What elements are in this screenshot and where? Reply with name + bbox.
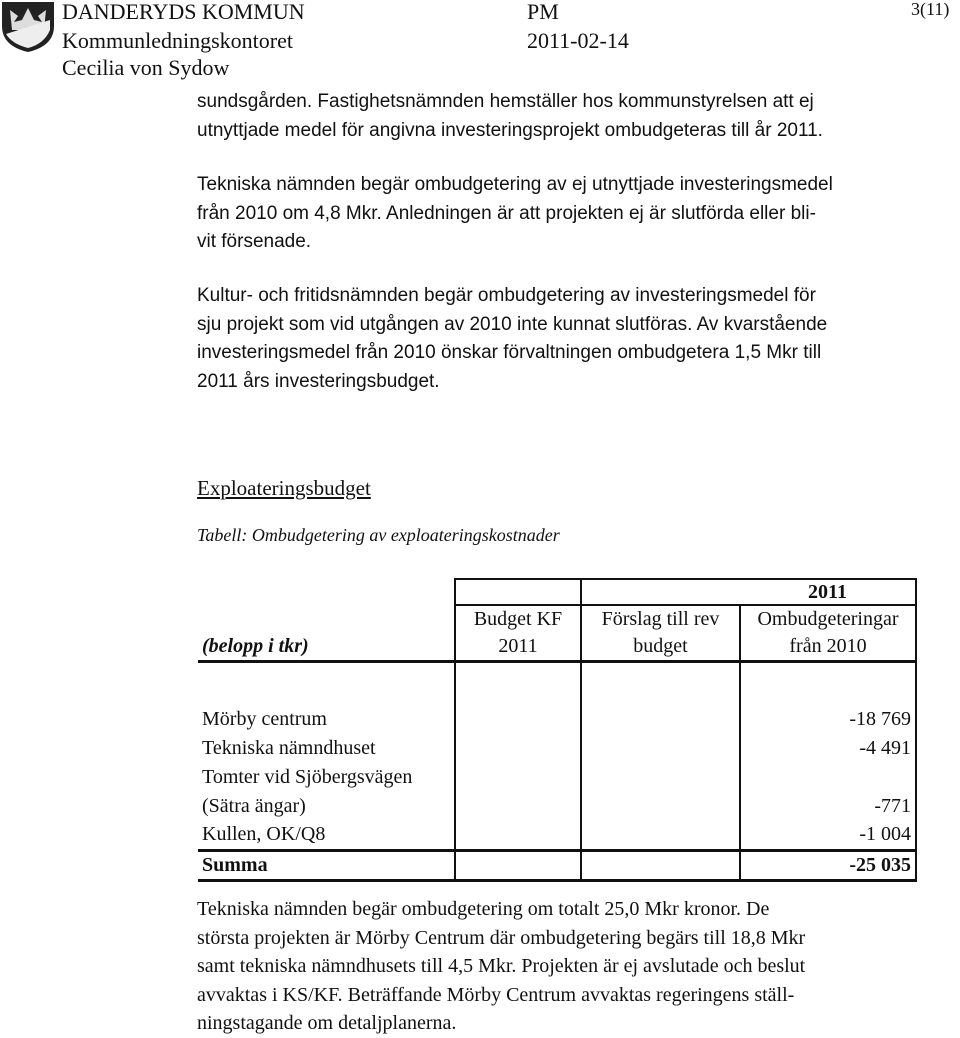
paragraph-line: från 2010 om 4,8 Mkr. Anledningen är att projekten ej är slutförda eller bli- xyxy=(197,202,816,224)
budget-table xyxy=(198,578,917,882)
row-label: Kullen, OK/Q8 xyxy=(202,823,326,846)
org-name: DANDERYDS KOMMUN xyxy=(62,0,305,24)
paragraph-line: sju projekt som vid utgången av 2010 inte kunnat slutföras. Av kvarstående xyxy=(197,313,828,335)
paragraph-line: sundsgården. Fastighetsnämnden hemställer hos kommunstyrelsen att ej xyxy=(197,91,814,112)
paragraph-1 xyxy=(197,88,937,145)
total-label: Summa xyxy=(198,850,455,880)
paragraph-line: Tekniska nämnden begär ombudgetering av ej utnyttjade investeringsmedel xyxy=(197,174,833,195)
paragraph-line: ningstagande om detaljplanerna. xyxy=(197,1012,457,1034)
paragraph-line: Kultur- och fritidsnämnden begär ombudgetering av investeringsmedel för xyxy=(197,285,816,306)
row-value: -4 491 xyxy=(740,734,916,763)
author-name: Cecilia von Sydow xyxy=(62,55,230,80)
page-number: 3(11) xyxy=(911,0,950,19)
year-header: 2011 xyxy=(740,579,916,605)
section-title: Exploateringsbudget xyxy=(197,476,371,500)
doc-date: 2011-02-14 xyxy=(527,28,629,53)
closing-paragraph xyxy=(197,895,937,1038)
table-row xyxy=(198,734,916,763)
proposal-header: Förslag till rev xyxy=(581,605,740,633)
table-row xyxy=(198,705,916,734)
paragraph-line: Tekniska nämnden begär ombudgetering om totalt 25,0 Mkr kronor. De xyxy=(197,898,770,920)
paragraph-line: utnyttjade medel för angivna investeringsprojekt ombudgeteras till år 2011. xyxy=(197,119,823,141)
paragraph-line: största projekten är Mörby Centrum där ombudgetering begärs till 18,8 Mkr xyxy=(197,926,806,949)
row-label: (Sätra ängar) xyxy=(202,795,306,817)
paragraph-line: samt tekniska nämndhusets till 4,5 Mkr. Projekten är ej avslutade och beslut xyxy=(197,955,806,977)
paragraph-3 xyxy=(197,282,937,396)
municipality-logo-icon xyxy=(0,0,58,54)
row-value xyxy=(740,763,916,792)
table-caption: Tabell: Ombudgetering av exploateringskostnader xyxy=(197,525,560,545)
paragraph-line: 2011 års investeringsbudget. xyxy=(197,370,440,392)
budget-kf-year: 2011 xyxy=(455,633,581,661)
doc-type: PM xyxy=(527,0,559,24)
table-row xyxy=(198,763,916,792)
row-label: Mörby centrum xyxy=(202,708,327,730)
row-value: -771 xyxy=(740,792,916,821)
row-value: -18 769 xyxy=(740,705,916,734)
office-name: Kommunledningskontoret xyxy=(62,28,293,53)
total-row xyxy=(198,850,916,880)
row-label: Tekniska nämndhuset xyxy=(202,737,376,759)
row-label: Tomter vid Sjöbergsvägen xyxy=(202,766,413,788)
unit-label: (belopp i tkr) xyxy=(202,634,309,657)
paragraph-line: avvaktas i KS/KF. Beträffande Mörby Centrum avvaktas regeringens ställ- xyxy=(197,983,795,1006)
row-value: -1 004 xyxy=(740,821,916,850)
table-row xyxy=(198,821,916,850)
proposal-header-2: budget xyxy=(581,633,740,661)
paragraph-line: vit försenade. xyxy=(197,231,312,252)
paragraph-2 xyxy=(197,171,937,257)
table-row xyxy=(198,792,916,821)
rebudget-header: Ombudgeteringar xyxy=(740,605,916,633)
total-value: -25 035 xyxy=(740,850,916,880)
paragraph-line: investeringsmedel från 2010 önskar förvaltningen ombudgetera 1,5 Mkr till xyxy=(197,342,822,363)
rebudget-header-2: från 2010 xyxy=(740,633,916,661)
budget-kf-header: Budget KF xyxy=(455,605,581,633)
